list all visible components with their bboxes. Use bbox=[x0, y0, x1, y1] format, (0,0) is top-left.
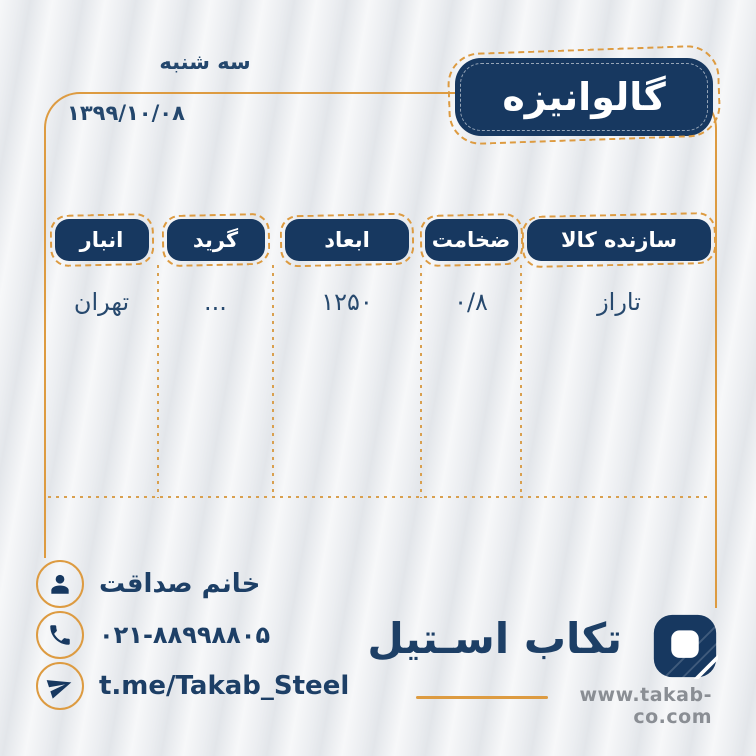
weekday-label: سه شنبه bbox=[159, 50, 251, 74]
date-value: ۱۳۹۹/۱۰/۰۸ bbox=[67, 101, 185, 125]
column-header-pill bbox=[55, 219, 149, 261]
cell-warehouse: تهران bbox=[73, 288, 130, 316]
cell-thickness: ۰/۸ bbox=[454, 288, 488, 316]
column-header-label: ضخامت bbox=[431, 228, 511, 252]
person-icon bbox=[36, 560, 84, 608]
column-divider bbox=[272, 265, 274, 498]
column-thickness bbox=[421, 219, 521, 329]
column-header-pill bbox=[167, 219, 265, 261]
website-url[interactable]: www.takab-co.com bbox=[579, 684, 712, 728]
column-header-label: ابعاد bbox=[324, 228, 370, 252]
agent-name: خانم صداقت bbox=[99, 569, 261, 599]
row-divider bbox=[48, 496, 712, 498]
category-title: گالوانیزه bbox=[502, 75, 666, 119]
column-header-pill bbox=[527, 219, 711, 261]
column-header-label: گرید bbox=[192, 228, 239, 252]
contact-telegram-row[interactable] bbox=[36, 662, 349, 710]
contact-agent-row bbox=[36, 560, 260, 608]
card-frame-right-extension bbox=[715, 548, 718, 608]
column-header-label: انبار bbox=[79, 228, 124, 252]
brand-logo-icon bbox=[652, 613, 718, 679]
phone-number[interactable]: ۰۲۱-۸۸۹۹۸۸۰۵ bbox=[99, 621, 271, 649]
contact-phone-row[interactable] bbox=[36, 611, 270, 659]
telegram-icon bbox=[36, 662, 84, 710]
category-title-pill bbox=[455, 58, 713, 136]
cell-manufacturer: تاراز bbox=[597, 288, 641, 316]
cell-grade: ... bbox=[204, 288, 227, 316]
column-grade bbox=[158, 219, 273, 329]
column-warehouse bbox=[45, 219, 158, 329]
cell-dimensions: ۱۲۵۰ bbox=[321, 288, 373, 316]
column-divider bbox=[420, 265, 422, 498]
column-header-pill bbox=[285, 219, 409, 261]
column-header-pill bbox=[425, 219, 518, 261]
column-dimensions bbox=[273, 219, 421, 329]
column-divider bbox=[520, 265, 522, 498]
column-header-label: سازنده کالا bbox=[560, 228, 678, 252]
telegram-link[interactable]: t.me/Takab_Steel bbox=[99, 671, 350, 701]
brand-wordmark: تکاب اسـتیل bbox=[367, 614, 622, 663]
column-manufacturer bbox=[521, 219, 717, 329]
column-divider bbox=[157, 265, 159, 498]
phone-icon bbox=[36, 611, 84, 659]
